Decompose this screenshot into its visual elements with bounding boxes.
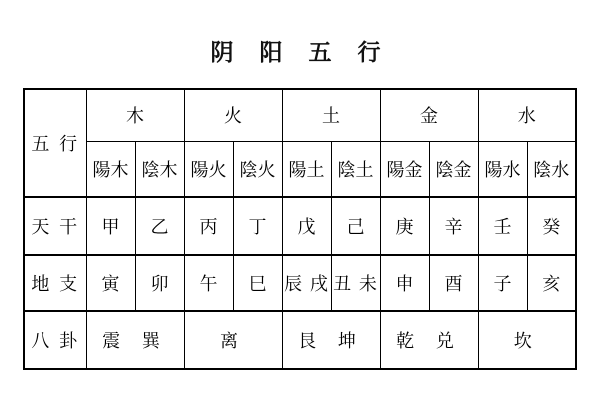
page-title: 阴 阳 五 行 — [210, 40, 390, 66]
branch-cell: 子 — [478, 255, 527, 311]
trigram-cell-fire: 离 — [184, 311, 282, 369]
branch-cell: 卯 — [135, 255, 184, 311]
stem-cell: 辛 — [429, 197, 478, 255]
stem-cell: 丁 — [233, 197, 282, 255]
element-header-earth: 土 — [282, 89, 380, 141]
subheader-yin-metal: 陰金 — [429, 141, 478, 197]
branch-cell: 午 — [184, 255, 233, 311]
element-header-water: 水 — [478, 89, 576, 141]
branch-cell: 巳 — [233, 255, 282, 311]
branch-cell: 辰 戌 — [282, 255, 331, 311]
row-label-earthly-branches: 地 支 — [24, 255, 86, 311]
subheader-yang-wood: 陽木 — [86, 141, 135, 197]
row-label-eight-trigrams: 八 卦 — [24, 311, 86, 369]
subheader-yang-earth: 陽土 — [282, 141, 331, 197]
branch-cell: 丑 未 — [331, 255, 380, 311]
element-header-fire: 火 — [184, 89, 282, 141]
branch-cell: 酉 — [429, 255, 478, 311]
stem-cell: 癸 — [527, 197, 576, 255]
trigram-cell-wood: 震 巽 — [86, 311, 184, 369]
subheader-yin-wood: 陰木 — [135, 141, 184, 197]
stem-cell: 甲 — [86, 197, 135, 255]
subheader-yin-fire: 陰火 — [233, 141, 282, 197]
branch-cell: 申 — [380, 255, 429, 311]
subheader-yang-water: 陽水 — [478, 141, 527, 197]
branch-cell: 亥 — [527, 255, 576, 311]
branch-cell: 寅 — [86, 255, 135, 311]
subheader-yang-fire: 陽火 — [184, 141, 233, 197]
stem-cell: 庚 — [380, 197, 429, 255]
trigram-cell-earth: 艮 坤 — [282, 311, 380, 369]
five-elements-table — [23, 88, 577, 370]
stem-cell: 壬 — [478, 197, 527, 255]
subheader-yang-metal: 陽金 — [380, 141, 429, 197]
trigram-cell-water: 坎 — [478, 311, 576, 369]
stem-cell: 乙 — [135, 197, 184, 255]
subheader-yin-water: 陰水 — [527, 141, 576, 197]
element-header-wood: 木 — [86, 89, 184, 141]
subheader-yin-earth: 陰土 — [331, 141, 380, 197]
stem-cell: 戊 — [282, 197, 331, 255]
stem-cell: 己 — [331, 197, 380, 255]
stem-cell: 丙 — [184, 197, 233, 255]
element-header-metal: 金 — [380, 89, 478, 141]
row-label-heavenly-stems: 天 干 — [24, 197, 86, 255]
trigram-cell-metal: 乾 兑 — [380, 311, 478, 369]
corner-cell-wuxing: 五 行 — [24, 89, 86, 197]
